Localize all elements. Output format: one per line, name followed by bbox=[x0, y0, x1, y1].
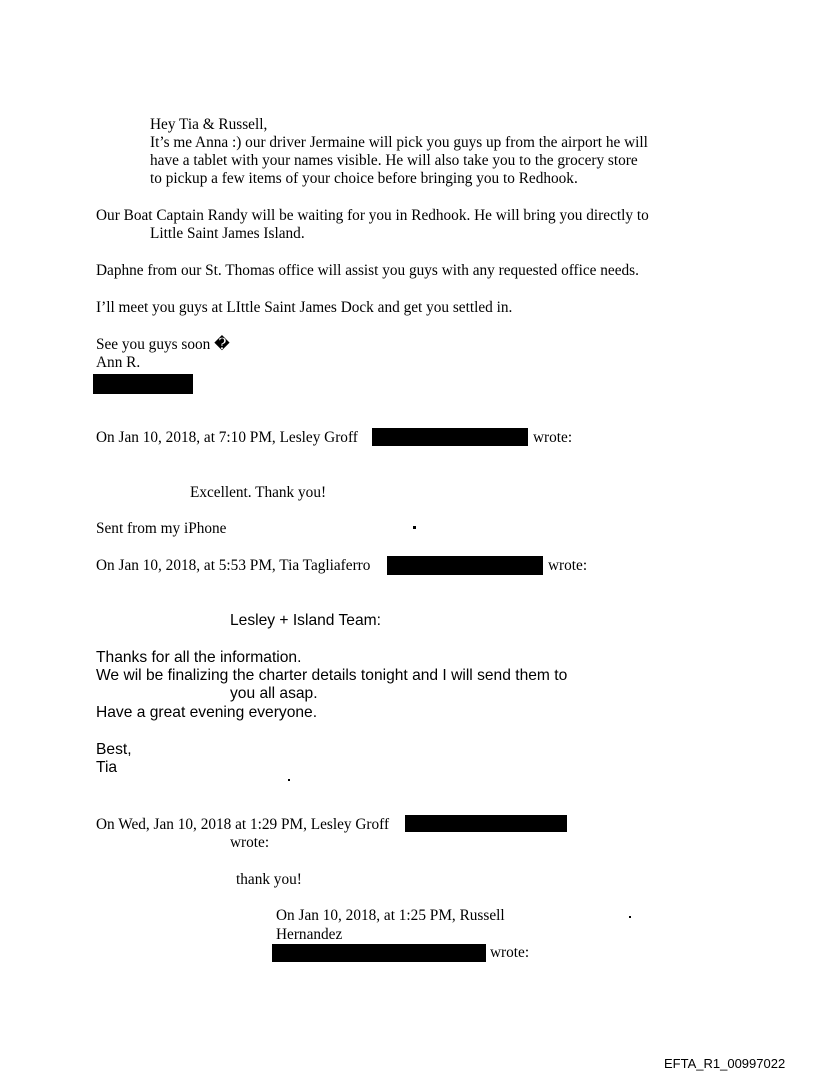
document-id: EFTA_R1_00997022 bbox=[664, 1056, 786, 1071]
para4: I’ll meet you guys at LIttle Saint James Dock and get you settled in. bbox=[96, 299, 513, 316]
tia-line3: you all asap. bbox=[230, 685, 318, 702]
tia-header: On Jan 10, 2018, at 5:53 PM, Tia Tagliaferro bbox=[96, 557, 371, 574]
para3: Daphne from our St. Thomas office will assist you guys with any requested office needs. bbox=[96, 262, 639, 279]
lesley-header-2: On Wed, Jan 10, 2018 at 1:29 PM, Lesley Groff bbox=[96, 816, 390, 833]
redaction-bar bbox=[405, 815, 567, 832]
tia-line4: Have a great evening everyone. bbox=[96, 704, 318, 721]
lesley-reply-1-body: Excellent. Thank you! bbox=[190, 484, 327, 501]
redaction-bar bbox=[372, 428, 528, 446]
tia-header-wrote: wrote: bbox=[548, 557, 588, 574]
lesley-header-1-wrote: wrote: bbox=[533, 429, 573, 446]
para1-line2: have a tablet with your names visible. He will also take you to the grocery store bbox=[150, 152, 638, 169]
russell-header-line1: On Jan 10, 2018, at 1:25 PM, Russell bbox=[276, 907, 505, 924]
tia-name: Tia bbox=[96, 759, 118, 776]
tia-line2: We wil be finalizing the charter details tonight and I will send them to bbox=[96, 667, 568, 684]
closing: See you guys soon � bbox=[96, 336, 230, 353]
lesley-header-2-wrote: wrote: bbox=[230, 834, 270, 851]
redaction-bar bbox=[272, 944, 486, 962]
stray-dot bbox=[629, 916, 631, 918]
sent-from-iphone: Sent from my iPhone bbox=[96, 520, 227, 537]
lesley-header-1: On Jan 10, 2018, at 7:10 PM, Lesley Groff bbox=[96, 429, 358, 446]
lesley-reply-2-body: thank you! bbox=[236, 871, 302, 888]
redaction-bar bbox=[93, 374, 193, 394]
para1-line1: It’s me Anna :) our driver Jermaine will pick you guys up from the airport he will bbox=[150, 134, 648, 151]
russell-header-wrote: wrote: bbox=[490, 944, 530, 961]
russell-header-line2: Hernandez bbox=[276, 926, 343, 943]
signature: Ann R. bbox=[96, 354, 141, 371]
para2-line1: Our Boat Captain Randy will be waiting for you in Redhook. He will bring you directly to bbox=[96, 207, 649, 224]
stray-dot bbox=[413, 526, 416, 529]
para1-line3: to pickup a few items of your choice before bringing you to Redhook. bbox=[150, 170, 578, 187]
redaction-bar bbox=[387, 556, 543, 575]
greeting: Hey Tia & Russell, bbox=[150, 116, 268, 133]
para2-line2: Little Saint James Island. bbox=[150, 225, 305, 242]
tia-salutation: Lesley + Island Team: bbox=[230, 612, 381, 629]
tia-line1: Thanks for all the information. bbox=[96, 649, 302, 666]
stray-dot bbox=[288, 779, 290, 781]
tia-best: Best, bbox=[96, 741, 132, 758]
